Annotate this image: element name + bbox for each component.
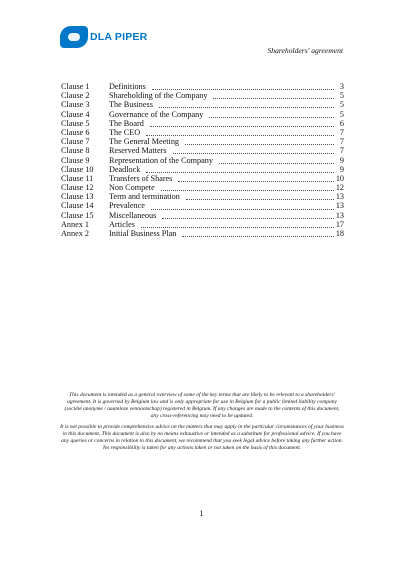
toc-leader-dots [186, 193, 334, 200]
toc-leader-dots [146, 129, 334, 136]
toc-entry-number: Clause 15 [61, 210, 94, 220]
toc-leader-dots [178, 175, 333, 182]
toc-leader-dots [219, 157, 334, 164]
toc-entry-title: Initial Business Plan [109, 229, 177, 238]
toc-entry[interactable] [61, 146, 344, 155]
toc-entry-title: Prevalence [109, 201, 145, 211]
toc-entry-title: Definitions [109, 82, 146, 91]
disclaimer [60, 392, 344, 456]
toc-entry[interactable] [61, 156, 344, 165]
toc-entry-number: Clause 11 [61, 173, 94, 183]
toc-entry-number: Clause 14 [61, 201, 94, 211]
toc-entry-number: Clause 9 [61, 155, 90, 165]
toc-entry-number: Clause 4 [61, 109, 90, 119]
toc-entry[interactable] [61, 91, 344, 100]
toc-entry-title: Deadlock [109, 164, 141, 174]
toc-entry-number: Clause 5 [61, 118, 90, 128]
toc-entry-number: Clause 7 [61, 137, 90, 147]
toc-entry-number: Clause 3 [61, 100, 90, 110]
table-of-contents [61, 82, 344, 238]
toc-entry-title: Shareholding of the Company [109, 91, 208, 101]
toc-entry[interactable] [61, 192, 344, 201]
toc-entry-page: 12 [335, 183, 344, 193]
disclaimer-paragraph-1: This document is intended as a general overview of some of the key terms that are likely to be relevant to a shareholders' agreement. It is governed by Belgium law and is only appropriate for use in Belgium for a public limited liability company (société anonyme / naamloze vennootschap) registered in Belgium. If any changes are made to the contents of this document, any cross-referencing may need to be updated. [64, 392, 340, 419]
toc-leader-dots [161, 184, 334, 191]
toc-entry-page: 13 [335, 201, 344, 211]
toc-entry[interactable] [61, 183, 344, 192]
page-number: 1 [199, 509, 204, 518]
toc-entry-page: 7 [339, 127, 344, 137]
toc-entry-page: 5 [339, 100, 344, 110]
toc-entry-title: Articles [109, 219, 135, 229]
toc-leader-dots [182, 230, 333, 237]
toc-entry[interactable] [61, 100, 344, 109]
toc-entry[interactable] [61, 220, 344, 229]
logo-text: DLA PIPER [90, 31, 148, 43]
toc-entry[interactable] [61, 165, 344, 174]
toc-entry-page: 13 [335, 192, 344, 202]
toc-entry-title: Governance of the Company [109, 109, 204, 119]
toc-entry-title: Term and termination [109, 192, 180, 202]
toc-entry[interactable] [61, 128, 344, 137]
toc-entry-number: Clause 8 [61, 146, 90, 156]
toc-entry[interactable] [61, 119, 344, 128]
toc-entry-number: Clause 13 [61, 192, 94, 202]
toc-entry[interactable] [61, 174, 344, 183]
toc-entry-number: Annex 2 [61, 229, 89, 238]
toc-entry-title: Non Compete [109, 183, 155, 193]
toc-leader-dots [185, 138, 334, 145]
toc-entry-title: The CEO [109, 127, 141, 137]
toc-entry-page: 7 [339, 146, 344, 156]
toc-entry-number: Clause 12 [61, 183, 94, 193]
toc-leader-dots [141, 221, 334, 228]
toc-entry-page: 5 [339, 91, 344, 101]
toc-entry[interactable] [61, 229, 344, 238]
toc-entry-title: Representation of the Company [109, 155, 213, 165]
toc-leader-dots [173, 147, 334, 154]
dla-piper-logo [60, 24, 147, 50]
toc-entry-title: Miscellaneous [109, 210, 157, 220]
toc-entry-page: 5 [339, 109, 344, 119]
toc-entry-page: 13 [335, 210, 344, 220]
disclaimer-paragraph-2: It is not possible to provide comprehensive advice on the matters that may apply in the particular circumstances of your business in this document. This document is also by no means exhaustive or intended as a substitute for professional advice. If you have any queries or concerns in relation to this document, we recommend that you seek legal advice before taking any further action. No responsibility is taken for any actions taken or not taken on the basis of this document. [60, 424, 344, 451]
toc-entry-page: 9 [339, 155, 344, 165]
toc-entry-number: Clause 2 [61, 91, 90, 101]
toc-entry-title: Reserved Matters [109, 146, 167, 156]
toc-entry-page: 18 [335, 229, 344, 238]
toc-entry-title: The Board [109, 118, 144, 128]
toc-leader-dots [162, 212, 334, 219]
toc-entry-title: The General Meeting [109, 137, 180, 147]
toc-entry-title: Transfers of Shares [109, 173, 173, 183]
toc-leader-dots [213, 92, 334, 99]
toc-leader-dots [151, 203, 334, 210]
toc-entry-page: 6 [339, 118, 344, 128]
toc-entry[interactable] [61, 82, 344, 91]
document-header-title: Shareholders' agreement [267, 46, 343, 55]
toc-leader-dots [159, 101, 334, 108]
toc-entry[interactable] [61, 211, 344, 220]
toc-entry-page: 10 [335, 173, 344, 183]
toc-leader-dots [209, 111, 334, 118]
toc-entry-number: Annex 1 [61, 219, 89, 229]
toc-entry-number: Clause 1 [61, 82, 90, 91]
toc-entry[interactable] [61, 137, 344, 146]
toc-leader-dots [146, 166, 334, 173]
toc-entry-number: Clause 10 [61, 164, 94, 174]
toc-entry[interactable] [61, 201, 344, 210]
toc-entry-page: 3 [339, 82, 344, 91]
toc-entry-page: 9 [339, 164, 344, 174]
toc-leader-dots [152, 83, 334, 90]
toc-entry-page: 7 [339, 137, 344, 147]
toc-entry-title: The Business [109, 100, 153, 110]
toc-leader-dots [150, 120, 334, 127]
dla-piper-logo-icon [60, 26, 88, 48]
toc-entry-number: Clause 6 [61, 127, 90, 137]
toc-entry-page: 17 [335, 219, 344, 229]
toc-entry[interactable] [61, 110, 344, 119]
